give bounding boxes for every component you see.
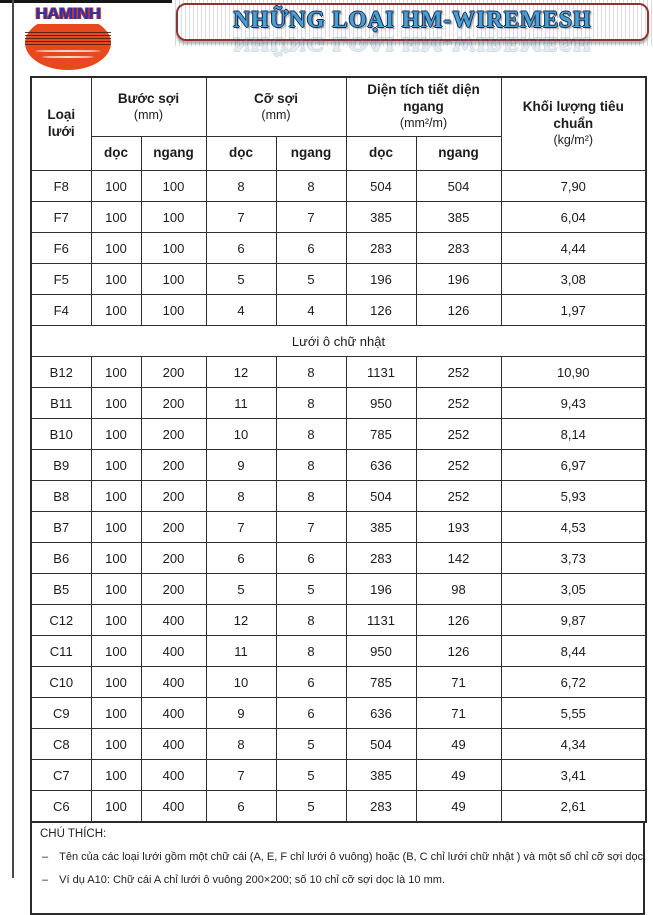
table-cell: 100 <box>91 605 141 636</box>
subheader-pitch-long: dọc <box>91 137 141 171</box>
table-cell: 9 <box>206 698 276 729</box>
table-row <box>31 264 646 295</box>
section-row <box>31 326 646 357</box>
mesh-type-cell: B5 <box>31 574 91 605</box>
logo-hatch-band <box>25 32 111 45</box>
note-text: Tên của các loại lưới gồm một chữ cái (A, E, F chỉ lưới ô vuông) hoặc (B, C chỉ lưới chữ nhật ) và một số chỉ cỡ sợi dọc. <box>59 851 647 863</box>
table-cell: 8,14 <box>501 419 646 450</box>
table-row <box>31 605 646 636</box>
table-row <box>31 202 646 233</box>
table-row <box>31 512 646 543</box>
table-cell: 4,34 <box>501 729 646 760</box>
table-cell: 100 <box>91 729 141 760</box>
table-cell: 504 <box>346 729 416 760</box>
table-cell: 100 <box>141 264 206 295</box>
table-cell: 5 <box>276 760 346 791</box>
table-cell: 5 <box>276 729 346 760</box>
mesh-type-cell: C8 <box>31 729 91 760</box>
table-cell: 142 <box>416 543 501 574</box>
table-cell: 400 <box>141 760 206 791</box>
logo-shield-shape <box>25 16 111 70</box>
table-cell: 200 <box>141 574 206 605</box>
table-cell: 126 <box>416 295 501 326</box>
header-size-label: Cỡ sợi <box>254 90 298 106</box>
page-title: NHỮNG LOẠI HM-WIREMESH <box>233 7 592 32</box>
table-row <box>31 481 646 512</box>
table-cell: 100 <box>91 295 141 326</box>
dash-bullet: – <box>42 851 49 863</box>
table-row <box>31 295 646 326</box>
dash-bullet: – <box>42 874 49 886</box>
subheader-area-long: dọc <box>346 137 416 171</box>
table-cell: 400 <box>141 667 206 698</box>
table-cell: 100 <box>91 419 141 450</box>
header-area <box>346 77 501 137</box>
table-cell: 3,41 <box>501 760 646 791</box>
table-row <box>31 357 646 388</box>
mesh-type-cell: B7 <box>31 512 91 543</box>
table-cell: 7 <box>206 512 276 543</box>
table-cell: 100 <box>91 667 141 698</box>
table-cell: 7 <box>276 202 346 233</box>
table-cell: 100 <box>91 357 141 388</box>
logo-wordmark: HAMINH <box>26 4 110 24</box>
table-cell: 5 <box>276 791 346 823</box>
mesh-type-cell: B8 <box>31 481 91 512</box>
table-cell: 126 <box>416 605 501 636</box>
mesh-type-cell: B10 <box>31 419 91 450</box>
table-cell: 3,08 <box>501 264 646 295</box>
table-cell: 100 <box>91 264 141 295</box>
mesh-type-cell: C11 <box>31 636 91 667</box>
table-cell: 100 <box>141 202 206 233</box>
table-cell: 7 <box>276 512 346 543</box>
table-cell: 100 <box>91 574 141 605</box>
table-cell: 100 <box>91 388 141 419</box>
table-cell: 8 <box>276 419 346 450</box>
table-cell: 98 <box>416 574 501 605</box>
title-banner-strip <box>172 0 653 56</box>
note-text: Ví dụ A10: Chữ cái A chỉ lưới ô vuông 200×200; số 10 chỉ cỡ sợi dọc là 10 mm. <box>59 874 445 886</box>
table-cell: 6 <box>276 233 346 264</box>
table-cell: 193 <box>416 512 501 543</box>
table-cell: 4 <box>206 295 276 326</box>
table-cell: 6 <box>206 543 276 574</box>
table-cell: 1,97 <box>501 295 646 326</box>
table-cell: 7 <box>206 202 276 233</box>
mesh-type-cell: F7 <box>31 202 91 233</box>
header-mesh-type: Loại lưới <box>31 77 91 171</box>
mesh-type-cell: B12 <box>31 357 91 388</box>
table-cell: 8 <box>276 636 346 667</box>
table-cell: 196 <box>346 264 416 295</box>
table-cell: 252 <box>416 481 501 512</box>
table-cell: 400 <box>141 605 206 636</box>
table-cell: 196 <box>416 264 501 295</box>
mesh-type-cell: C9 <box>31 698 91 729</box>
header-pitch-label: Bước sợi <box>117 90 180 106</box>
table-cell: 100 <box>91 233 141 264</box>
table-cell: 400 <box>141 636 206 667</box>
table-cell: 636 <box>346 450 416 481</box>
mesh-type-cell: C10 <box>31 667 91 698</box>
header-area-unit: (mm²/m) <box>399 116 448 131</box>
header-area-label: Diện tích tiết diện ngang <box>367 82 480 115</box>
table-cell: 200 <box>141 543 206 574</box>
note-item <box>40 851 647 863</box>
table-cell: 3,73 <box>501 543 646 574</box>
table-cell: 385 <box>416 202 501 233</box>
table-cell: 252 <box>416 357 501 388</box>
wiremesh-spec-table <box>30 76 647 823</box>
table-cell: 10 <box>206 419 276 450</box>
header-group-row <box>31 77 646 137</box>
header-weight <box>501 77 646 171</box>
table-cell: 252 <box>416 450 501 481</box>
table-row <box>31 450 646 481</box>
table-cell: 100 <box>91 202 141 233</box>
haminh-logo <box>20 3 116 53</box>
table-cell: 71 <box>416 667 501 698</box>
document-sheet <box>30 76 645 915</box>
table-cell: 4,53 <box>501 512 646 543</box>
table-cell: 6 <box>276 543 346 574</box>
mesh-type-cell: F5 <box>31 264 91 295</box>
note-item <box>40 874 635 886</box>
table-cell: 8 <box>276 481 346 512</box>
table-cell: 5 <box>276 574 346 605</box>
mesh-type-cell: F6 <box>31 233 91 264</box>
mesh-type-cell: B6 <box>31 543 91 574</box>
table-cell: 200 <box>141 388 206 419</box>
table-cell: 3,05 <box>501 574 646 605</box>
title-banner-box <box>176 3 649 56</box>
table-row <box>31 729 646 760</box>
table-cell: 5 <box>206 264 276 295</box>
table-cell: 504 <box>346 171 416 202</box>
table-row <box>31 543 646 574</box>
table-cell: 6,72 <box>501 667 646 698</box>
table-cell: 126 <box>346 295 416 326</box>
table-cell: 6,04 <box>501 202 646 233</box>
mesh-type-cell: B11 <box>31 388 91 419</box>
table-row <box>31 171 646 202</box>
table-cell: 100 <box>91 481 141 512</box>
table-cell: 283 <box>416 233 501 264</box>
table-cell: 11 <box>206 636 276 667</box>
header-size-unit: (mm) <box>261 107 291 122</box>
table-cell: 100 <box>91 760 141 791</box>
table-cell: 8 <box>276 388 346 419</box>
table-cell: 1131 <box>346 605 416 636</box>
table-cell: 785 <box>346 419 416 450</box>
table-cell: 636 <box>346 698 416 729</box>
table-cell: 10 <box>206 667 276 698</box>
table-cell: 8 <box>276 357 346 388</box>
notes-section <box>30 823 645 915</box>
logo-arc-line <box>42 56 94 58</box>
table-cell: 400 <box>141 791 206 823</box>
table-row <box>31 760 646 791</box>
table-cell: 6 <box>206 791 276 823</box>
mesh-type-cell: C7 <box>31 760 91 791</box>
header-weight-unit: (kg/m²) <box>553 133 594 148</box>
table-cell: 400 <box>141 729 206 760</box>
header-size <box>206 77 346 137</box>
table-cell: 5,55 <box>501 698 646 729</box>
table-cell: 12 <box>206 357 276 388</box>
table-cell: 8,44 <box>501 636 646 667</box>
mesh-type-cell: F8 <box>31 171 91 202</box>
table-cell: 785 <box>346 667 416 698</box>
table-cell: 8 <box>276 605 346 636</box>
page-title-reflection: NHỮNG LOẠI HM-WIREMESH <box>233 33 592 56</box>
subheader-area-cross: ngang <box>416 137 501 171</box>
table-cell: 504 <box>416 171 501 202</box>
table-cell: 283 <box>346 543 416 574</box>
table-cell: 1131 <box>346 357 416 388</box>
table-cell: 8 <box>276 171 346 202</box>
table-cell: 6 <box>276 667 346 698</box>
table-cell: 10,90 <box>501 357 646 388</box>
table-cell: 8 <box>276 450 346 481</box>
table-cell: 400 <box>141 698 206 729</box>
table-cell: 9,43 <box>501 388 646 419</box>
table-cell: 6 <box>276 698 346 729</box>
notes-title: CHÚ THÍCH: <box>40 828 107 840</box>
table-cell: 200 <box>141 512 206 543</box>
table-cell: 100 <box>91 636 141 667</box>
table-row <box>31 419 646 450</box>
table-cell: 4,44 <box>501 233 646 264</box>
mesh-type-cell: B9 <box>31 450 91 481</box>
table-cell: 6 <box>206 233 276 264</box>
table-row <box>31 698 646 729</box>
page-left-border-line <box>12 0 14 878</box>
table-cell: 11 <box>206 388 276 419</box>
table-cell: 385 <box>346 760 416 791</box>
table-row <box>31 233 646 264</box>
table-cell: 100 <box>141 171 206 202</box>
table-cell: 8 <box>206 171 276 202</box>
table-cell: 200 <box>141 357 206 388</box>
table-cell: 200 <box>141 419 206 450</box>
table-cell: 385 <box>346 202 416 233</box>
table-cell: 283 <box>346 233 416 264</box>
table-cell: 385 <box>346 512 416 543</box>
table-cell: 49 <box>416 760 501 791</box>
subheader-size-long: dọc <box>206 137 276 171</box>
header-weight-label: Khối lượng tiêu chuẩn <box>522 99 624 132</box>
table-cell: 5 <box>276 264 346 295</box>
table-cell: 9 <box>206 450 276 481</box>
table-cell: 9,87 <box>501 605 646 636</box>
table-cell: 7 <box>206 760 276 791</box>
table-cell: 2,61 <box>501 791 646 823</box>
table-cell: 100 <box>91 171 141 202</box>
subheader-pitch-cross: ngang <box>141 137 206 171</box>
subheader-size-cross: ngang <box>276 137 346 171</box>
table-cell: 71 <box>416 698 501 729</box>
table-cell: 100 <box>91 791 141 823</box>
table-row <box>31 574 646 605</box>
table-cell: 4 <box>276 295 346 326</box>
section-label: Lưới ô chữ nhật <box>31 326 646 357</box>
table-cell: 100 <box>91 450 141 481</box>
mesh-type-cell: F4 <box>31 295 91 326</box>
table-cell: 49 <box>416 729 501 760</box>
table-cell: 5,93 <box>501 481 646 512</box>
table-cell: 100 <box>91 543 141 574</box>
table-cell: 252 <box>416 388 501 419</box>
table-cell: 200 <box>141 450 206 481</box>
table-cell: 283 <box>346 791 416 823</box>
table-row <box>31 636 646 667</box>
table-cell: 126 <box>416 636 501 667</box>
table-cell: 7,90 <box>501 171 646 202</box>
mesh-type-cell: C6 <box>31 791 91 823</box>
header-pitch-unit: (mm) <box>133 107 164 122</box>
table-cell: 12 <box>206 605 276 636</box>
table-row <box>31 667 646 698</box>
table-cell: 8 <box>206 729 276 760</box>
table-cell: 196 <box>346 574 416 605</box>
table-cell: 49 <box>416 791 501 823</box>
mesh-type-cell: C12 <box>31 605 91 636</box>
table-cell: 504 <box>346 481 416 512</box>
table-cell: 5 <box>206 574 276 605</box>
table-cell: 200 <box>141 481 206 512</box>
table-cell: 252 <box>416 419 501 450</box>
table-cell: 100 <box>91 698 141 729</box>
table-cell: 100 <box>91 512 141 543</box>
table-cell: 6,97 <box>501 450 646 481</box>
table-row <box>31 388 646 419</box>
table-cell: 100 <box>141 295 206 326</box>
table-row <box>31 791 646 823</box>
table-cell: 950 <box>346 636 416 667</box>
table-cell: 8 <box>206 481 276 512</box>
table-cell: 100 <box>141 233 206 264</box>
header-pitch <box>91 77 206 137</box>
logo-arc-line <box>35 50 100 52</box>
table-cell: 950 <box>346 388 416 419</box>
